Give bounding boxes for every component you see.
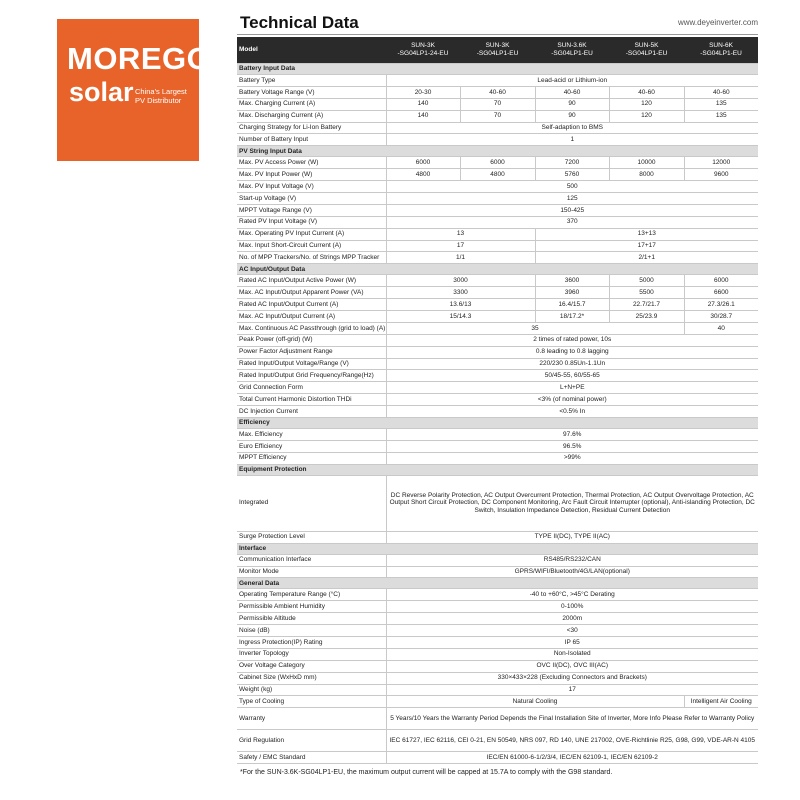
- model-name-line2: -SG04LP1-EU: [625, 50, 668, 57]
- spec-value: 27.3/26.1: [684, 299, 758, 311]
- spec-row: [237, 672, 758, 684]
- spec-value: <30: [386, 625, 758, 637]
- spec-value: IP 65: [386, 636, 758, 648]
- spec-value: 40-60: [535, 86, 609, 98]
- spec-label: Warranty: [237, 708, 386, 730]
- spec-value: 2 times of rated power, 10s: [386, 334, 758, 346]
- section-title: Efficiency: [237, 418, 758, 429]
- spec-value: 13.6/13: [386, 299, 535, 311]
- spec-row: [237, 708, 758, 730]
- spec-row: [237, 752, 758, 764]
- spec-label: Integrated: [237, 475, 386, 531]
- spec-value: 125: [386, 193, 758, 205]
- spec-label: Inverter Topology: [237, 648, 386, 660]
- spec-value: 370: [386, 216, 758, 228]
- spec-label: Max. AC Input/Output Apparent Power (VA): [237, 287, 386, 299]
- spec-label: Rated AC Input/Output Active Power (W): [237, 275, 386, 287]
- spec-value: 2000m: [386, 613, 758, 625]
- spec-value: 6000: [386, 157, 460, 169]
- spec-value: >99%: [386, 452, 758, 464]
- spec-value: GPRS/WIFI/Bluetooth/4G/LAN(optional): [386, 566, 758, 578]
- spec-row: [237, 554, 758, 566]
- spec-row: [237, 601, 758, 613]
- spec-label: DC Injection Current: [237, 406, 386, 418]
- model-header-row: [237, 37, 758, 64]
- spec-value: 15/14.3: [386, 311, 535, 323]
- spec-row: [237, 429, 758, 441]
- spec-value: 40-60: [460, 86, 535, 98]
- spec-row: [237, 311, 758, 323]
- spec-label: Surge Protection Level: [237, 531, 386, 543]
- spec-value: 13: [386, 228, 535, 240]
- model-label: Model: [237, 37, 386, 64]
- spec-row: [237, 566, 758, 578]
- section-title: General Data: [237, 578, 758, 589]
- spec-value: 220/230 0.85Un-1.1Un: [386, 358, 758, 370]
- footnote: *For the SUN-3.6K-SG04LP1-EU, the maximum output current will be capped at 15.7A to comply with the G98 standard.: [240, 769, 613, 776]
- spec-value: 25/23.9: [609, 311, 684, 323]
- section-header-row: [237, 464, 758, 475]
- spec-label: Max. PV Input Power (W): [237, 169, 386, 181]
- section-title: PV String Input Data: [237, 146, 758, 157]
- spec-row: [237, 98, 758, 110]
- spec-value: 12000: [684, 157, 758, 169]
- spec-value: Natural Cooling: [386, 696, 684, 708]
- spec-value: 5500: [609, 287, 684, 299]
- spec-row: [237, 531, 758, 543]
- spec-value: 17: [386, 684, 758, 696]
- spec-value: 4800: [386, 169, 460, 181]
- model-name-line2: -SG04LP1-EU: [700, 50, 742, 57]
- spec-label: Rated AC Input/Output Current (A): [237, 299, 386, 311]
- spec-value: 96.5%: [386, 440, 758, 452]
- spec-value: Lead-acid or Lithium-ion: [386, 75, 758, 87]
- model-column-header: [535, 37, 609, 64]
- spec-row: [237, 252, 758, 264]
- spec-row: [237, 625, 758, 637]
- spec-row: [237, 346, 758, 358]
- section-header-row: [237, 264, 758, 275]
- section-header-row: [237, 578, 758, 589]
- spec-value: 3000: [386, 275, 535, 287]
- spec-label: Max. Efficiency: [237, 429, 386, 441]
- spec-value: 150-425: [386, 204, 758, 216]
- spec-value: 2/1+1: [535, 252, 758, 264]
- spec-value: <0.5% In: [386, 406, 758, 418]
- section-title: AC Input/Output Data: [237, 264, 758, 275]
- spec-value: 18/17.2*: [535, 311, 609, 323]
- section-title: Battery Input Data: [237, 64, 758, 75]
- spec-label: Weight (kg): [237, 684, 386, 696]
- spec-label: Max. Charging Current (A): [237, 98, 386, 110]
- logo-brand-top: MOREGO: [67, 41, 212, 76]
- spec-row: [237, 370, 758, 382]
- spec-label: Permissible Altitude: [237, 613, 386, 625]
- spec-value: 5 Years/10 Years the Warranty Period Depends the Final Installation Site of Inverter, More Info Please Refer to Warranty Policy: [386, 708, 758, 730]
- spec-value: 70: [460, 98, 535, 110]
- spec-label: Noise (dB): [237, 625, 386, 637]
- spec-value: RS485/RS232/CAN: [386, 554, 758, 566]
- spec-label: Over Voltage Category: [237, 660, 386, 672]
- title-divider: [237, 34, 758, 35]
- spec-label: Monitor Mode: [237, 566, 386, 578]
- spec-value: 13+13: [535, 228, 758, 240]
- spec-value: 35: [386, 322, 684, 334]
- page-title: Technical Data: [240, 13, 359, 32]
- spec-label: Rated PV Input Voltage (V): [237, 216, 386, 228]
- website-url: www.deyeinverter.com: [677, 18, 758, 27]
- spec-row: [237, 240, 758, 252]
- spec-value: 120: [609, 110, 684, 122]
- spec-row: [237, 169, 758, 181]
- spec-value: 500: [386, 181, 758, 193]
- company-logo: [57, 19, 212, 161]
- spec-value: 20-30: [386, 86, 460, 98]
- spec-label: Max. Input Short-Circuit Current (A): [237, 240, 386, 252]
- spec-row: [237, 134, 758, 146]
- spec-row: [237, 648, 758, 660]
- section-title: Equipment Protection: [237, 464, 758, 475]
- section-header-row: [237, 418, 758, 429]
- spec-row: [237, 440, 758, 452]
- spec-value: 16.4/15.7: [535, 299, 609, 311]
- spec-value: Intelligent Air Cooling: [684, 696, 758, 708]
- spec-label: Max. Continuous AC Passthrough (grid to load) (A): [237, 322, 386, 334]
- spec-row: [237, 75, 758, 87]
- spec-row: [237, 684, 758, 696]
- spec-label: MPPT Voltage Range (V): [237, 204, 386, 216]
- spec-row: [237, 228, 758, 240]
- spec-value: 1: [386, 134, 758, 146]
- spec-value: 50/45-55, 60/55-65: [386, 370, 758, 382]
- spec-row: [237, 696, 758, 708]
- spec-value: IEC/EN 61000-6-1/2/3/4, IEC/EN 62109-1, IEC/EN 62109-2: [386, 752, 758, 764]
- spec-label: Permissible Ambient Humidity: [237, 601, 386, 613]
- spec-label: Battery Type: [237, 75, 386, 87]
- spec-value: TYPE II(DC), TYPE II(AC): [386, 531, 758, 543]
- model-name-line1: SUN-6K: [709, 42, 733, 50]
- spec-value: 40-60: [609, 86, 684, 98]
- spec-label: MPPT Efficiency: [237, 452, 386, 464]
- spec-row: [237, 193, 758, 205]
- spec-row: [237, 636, 758, 648]
- spec-row: [237, 394, 758, 406]
- spec-label: Max. AC Input/Output Current (A): [237, 311, 386, 323]
- technical-data-table: [237, 37, 758, 764]
- spec-value: <3% (of nominal power): [386, 394, 758, 406]
- spec-row: [237, 181, 758, 193]
- spec-value: IEC 61727, IEC 62116, CEI 0-21, EN 50549, NRS 097, RD 140, UNE 217002, OVE-Richtlinie R25, G98, G99, VDE-AR-N 4105: [386, 730, 758, 752]
- spec-value: OVC II(DC), OVC III(AC): [386, 660, 758, 672]
- spec-value: 3600: [535, 275, 609, 287]
- spec-label: Communication Interface: [237, 554, 386, 566]
- section-header-row: [237, 146, 758, 157]
- logo-tagline: China's Largest PV Distributor: [135, 87, 187, 105]
- spec-value: Self-adaption to BMS: [386, 122, 758, 134]
- spec-row: [237, 157, 758, 169]
- spec-value: 5000: [609, 275, 684, 287]
- model-name-line1: SUN-3K: [411, 42, 435, 50]
- model-name-line1: SUN-5K: [634, 42, 659, 50]
- spec-label: Rated Input/Output Grid Frequency/Range(Hz): [237, 370, 386, 382]
- spec-label: Ingress Protection(IP) Rating: [237, 636, 386, 648]
- spec-value: 6000: [684, 275, 758, 287]
- spec-value: 5760: [535, 169, 609, 181]
- model-column-header: [684, 37, 758, 64]
- logo-brand-bottom: solar: [69, 77, 134, 107]
- spec-value: 7200: [535, 157, 609, 169]
- spec-row: [237, 204, 758, 216]
- spec-row: [237, 110, 758, 122]
- spec-value: 0.8 leading to 0.8 lagging: [386, 346, 758, 358]
- spec-row: [237, 475, 758, 531]
- spec-value: DC Reverse Polarity Protection, AC Output Overcurrent Protection, Thermal Protection, AC Output Overvoltage Protection, AC Output Short Circuit Protection, DC Component Monitoring, Arc Fault Circuit Interrupter (optional), Anti-islanding Protection, DC Switch, Insulation Impedance Detection, Residual Current Detection: [386, 475, 758, 531]
- spec-row: [237, 613, 758, 625]
- spec-value: 135: [684, 110, 758, 122]
- spec-label: Grid Connection Form: [237, 382, 386, 394]
- spec-value: 140: [386, 110, 460, 122]
- spec-label: Grid Regulation: [237, 730, 386, 752]
- spec-value: 10000: [609, 157, 684, 169]
- spec-value: 6000: [460, 157, 535, 169]
- spec-value: 3300: [386, 287, 535, 299]
- spec-label: Start-up Voltage (V): [237, 193, 386, 205]
- spec-label: Type of Cooling: [237, 696, 386, 708]
- spec-value: 120: [609, 98, 684, 110]
- spec-row: [237, 86, 758, 98]
- spec-value: 4800: [460, 169, 535, 181]
- model-column-header: [609, 37, 684, 64]
- spec-value: 135: [684, 98, 758, 110]
- model-name-line1: SUN-3.6K: [557, 42, 587, 50]
- spec-row: [237, 358, 758, 370]
- spec-row: [237, 589, 758, 601]
- spec-value: 40-60: [684, 86, 758, 98]
- spec-value: 90: [535, 110, 609, 122]
- spec-label: Max. PV Access Power (W): [237, 157, 386, 169]
- model-name-line2: -SG04LP1-24-EU: [397, 50, 449, 57]
- spec-row: [237, 730, 758, 752]
- spec-label: Cabinet Size (WxHxD mm): [237, 672, 386, 684]
- spec-value: 70: [460, 110, 535, 122]
- spec-value: 3960: [535, 287, 609, 299]
- spec-row: [237, 299, 758, 311]
- spec-value: 1/1: [386, 252, 535, 264]
- spec-value: 8000: [609, 169, 684, 181]
- spec-value: Non-Isolated: [386, 648, 758, 660]
- spec-label: Euro Efficiency: [237, 440, 386, 452]
- spec-value: 6600: [684, 287, 758, 299]
- spec-row: [237, 216, 758, 228]
- section-header-row: [237, 64, 758, 75]
- model-name-line2: -SG04LP1-EU: [551, 50, 593, 57]
- spec-label: Operating Temperature Range (°C): [237, 589, 386, 601]
- spec-row: [237, 382, 758, 394]
- spec-label: Max. Discharging Current (A): [237, 110, 386, 122]
- spec-value: 0-100%: [386, 601, 758, 613]
- spec-label: Charging Strategy for Li-Ion Battery: [237, 122, 386, 134]
- spec-value: L+N+PE: [386, 382, 758, 394]
- spec-value: 22.7/21.7: [609, 299, 684, 311]
- spec-label: Rated Input/Output Voltage/Range (V): [237, 358, 386, 370]
- spec-row: [237, 322, 758, 334]
- section-header-row: [237, 543, 758, 554]
- model-name-line2: -SG04LP1-EU: [476, 50, 519, 57]
- spec-label: Total Current Harmonic Distortion THDi: [237, 394, 386, 406]
- spec-value: 90: [535, 98, 609, 110]
- spec-row: [237, 122, 758, 134]
- spec-label: Battery Voltage Range (V): [237, 86, 386, 98]
- spec-value: 9600: [684, 169, 758, 181]
- model-column-header: [460, 37, 535, 64]
- spec-label: Safety / EMC Standard: [237, 752, 386, 764]
- spec-label: Max. Operating PV Input Current (A): [237, 228, 386, 240]
- spec-label: Power Factor Adjustment Range: [237, 346, 386, 358]
- spec-row: [237, 660, 758, 672]
- spec-value: 97.6%: [386, 429, 758, 441]
- spec-row: [237, 406, 758, 418]
- spec-row: [237, 275, 758, 287]
- spec-label: No. of MPP Trackers/No. of Strings MPP Tracker: [237, 252, 386, 264]
- spec-value: -40 to +60°C, >45°C Derating: [386, 589, 758, 601]
- spec-value: 30/28.7: [684, 311, 758, 323]
- spec-value: 17: [386, 240, 535, 252]
- section-title: Interface: [237, 543, 758, 554]
- model-name-line1: SUN-3K: [485, 42, 510, 50]
- spec-table-body: [237, 64, 758, 764]
- spec-value: 330×433×228 (Excluding Connectors and Brackets): [386, 672, 758, 684]
- spec-value: 17+17: [535, 240, 758, 252]
- spec-value: 140: [386, 98, 460, 110]
- spec-value: 40: [684, 322, 758, 334]
- spec-row: [237, 287, 758, 299]
- spec-row: [237, 334, 758, 346]
- spec-label: Max. PV Input Voltage (V): [237, 181, 386, 193]
- spec-label: Number of Battery Input: [237, 134, 386, 146]
- model-column-header: [386, 37, 460, 64]
- spec-label: Peak Power (off-grid) (W): [237, 334, 386, 346]
- spec-row: [237, 452, 758, 464]
